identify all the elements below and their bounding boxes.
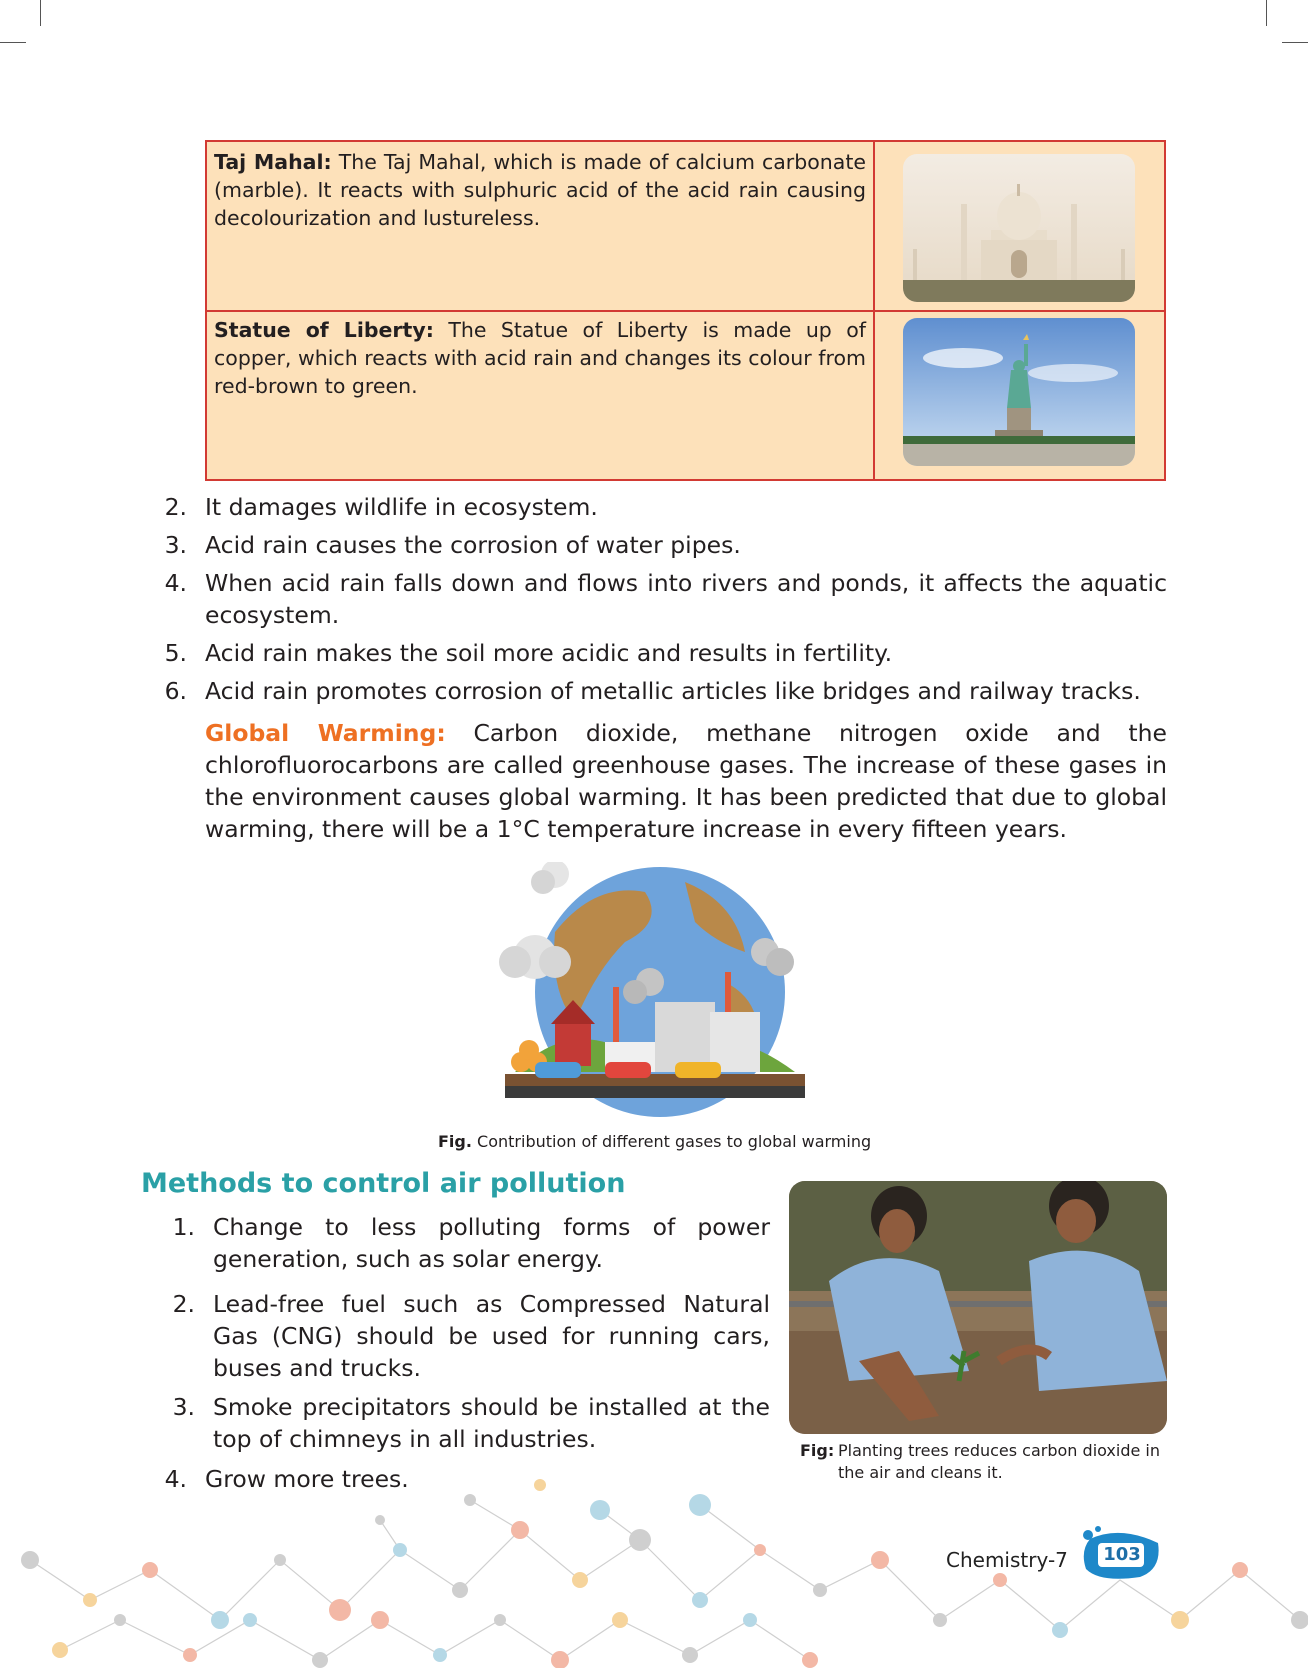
crop-mark <box>1282 42 1308 43</box>
global-warming-illustration <box>495 862 815 1124</box>
page-number-badge <box>1080 1525 1162 1581</box>
section-heading: Methods to control air pollution <box>141 1168 626 1199</box>
statue-of-liberty-image <box>903 318 1135 466</box>
table-row <box>207 310 1164 479</box>
crop-mark <box>1266 0 1267 26</box>
crop-mark <box>0 42 26 43</box>
taj-mahal-text: Taj Mahal: The Taj Mahal, which is made of calcium carbonate (marble). It reacts with sulphuric acid of the acid rain causing decolourization and lustureless. <box>214 150 866 230</box>
statue-of-liberty-text: Statue of Liberty: The Statue of Liberty is made up of copper, which reacts with acid rain and changes its colour from red-brown to green. <box>214 318 866 398</box>
table-row <box>207 142 1164 312</box>
monuments-table <box>205 140 1166 481</box>
page-number: 103 <box>1103 1544 1141 1565</box>
planting-trees-image <box>789 1181 1167 1434</box>
figure-caption: Fig. Contribution of different gases to global warming <box>438 1132 872 1151</box>
taj-mahal-image <box>903 154 1135 302</box>
global-warming-paragraph: Global Warming: Carbon dioxide, methane nitrogen oxide and the chlorofluorocarbons are called greenhouse gases. The increase of these gases in the environment causes global warming. It has been predicted that due to global warming, there will be a 1°C temperature increase in every fifteen years. <box>205 719 1168 843</box>
book-title: Chemistry-7 <box>946 1548 1068 1572</box>
crop-mark <box>40 0 41 26</box>
